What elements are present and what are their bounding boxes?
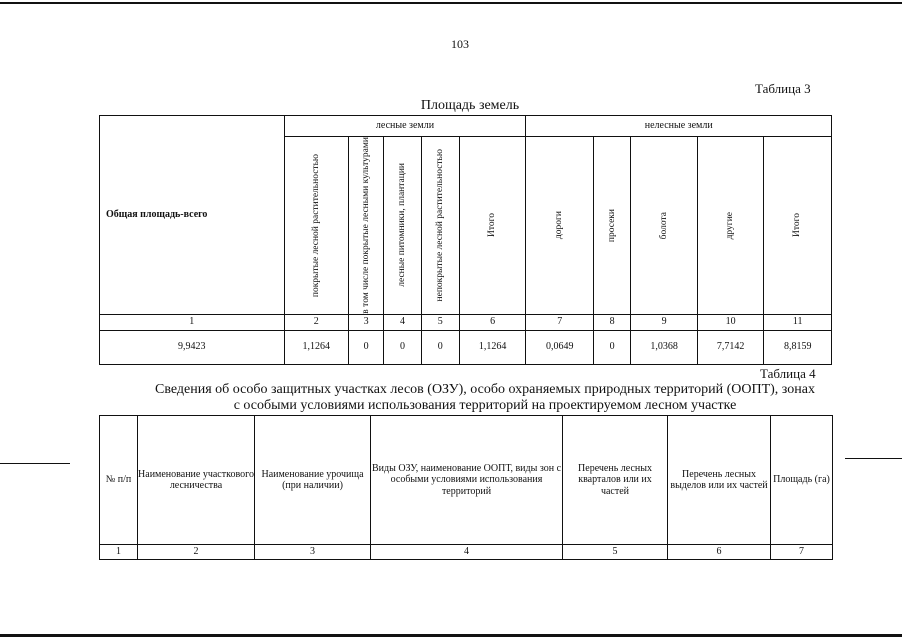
column-number: 1 xyxy=(100,314,285,330)
column-number-row xyxy=(100,314,832,330)
header-quarters: Перечень лесных кварталов или их частей xyxy=(563,416,668,545)
column-number: 3 xyxy=(349,314,384,330)
table4-title-line1: Сведения об особо защитных участках лесов (ОЗУ), особо охраняемых природных территорий (ООПТ), зонах xyxy=(155,382,815,397)
column-number: 4 xyxy=(371,545,563,560)
forest-lands-header: лесные земли xyxy=(284,116,526,137)
right-margin-line xyxy=(845,458,902,459)
total-area-header: Общая площадь-всего xyxy=(100,116,285,315)
col-header-forest-cultures: в том числе покрытые лесными культурами xyxy=(349,137,384,315)
column-number: 6 xyxy=(459,314,526,330)
value-forested: 1,1264 xyxy=(284,330,349,364)
col-header-roads: дороги xyxy=(526,137,594,315)
bottom-border-line xyxy=(0,634,902,637)
column-number: 6 xyxy=(668,545,771,560)
column-number: 9 xyxy=(631,314,698,330)
table4-label: Таблица 4 xyxy=(760,366,816,381)
column-number: 7 xyxy=(771,545,833,560)
value-clearings: 0 xyxy=(594,330,631,364)
column-number: 1 xyxy=(100,545,138,560)
column-number: 5 xyxy=(563,545,668,560)
column-number: 5 xyxy=(421,314,459,330)
column-number: 4 xyxy=(384,314,421,330)
value-nurseries: 0 xyxy=(384,330,421,364)
col-header-forest-total: Итого xyxy=(459,137,526,315)
value-unforested: 0 xyxy=(421,330,459,364)
column-number: 2 xyxy=(138,545,255,560)
header-area: Площадь (га) xyxy=(771,416,833,545)
value-other: 7,7142 xyxy=(697,330,764,364)
col-header-forested: покрытые лесной растительностью xyxy=(284,137,349,315)
value-forest-cultures: 0 xyxy=(349,330,384,364)
nonforest-lands-header: нелесные земли xyxy=(526,116,832,137)
land-area-table xyxy=(99,115,832,365)
top-border-line xyxy=(0,2,902,4)
page-number: 103 xyxy=(451,37,469,51)
column-number: 8 xyxy=(594,314,631,330)
value-forest-total: 1,1264 xyxy=(459,330,526,364)
header-district-forestry: Наименование участкового лесничества xyxy=(138,416,255,545)
col-header-unforested: непокрытые лесной растительностью xyxy=(421,137,459,315)
table3-label: Таблица 3 xyxy=(755,81,811,96)
column-number: 7 xyxy=(526,314,594,330)
column-number: 10 xyxy=(697,314,764,330)
col-header-swamps: болота xyxy=(631,137,698,315)
value-nonforest-total: 8,8159 xyxy=(764,330,832,364)
col-header-nurseries: лесные питомники, плантации xyxy=(384,137,421,315)
column-number-row xyxy=(100,545,833,560)
column-number: 2 xyxy=(284,314,349,330)
col-header-clearings: просеки xyxy=(594,137,631,315)
header-row-number: № п/п xyxy=(100,416,138,545)
value-total-area: 9,9423 xyxy=(100,330,285,364)
column-number: 3 xyxy=(255,545,371,560)
value-swamps: 1,0368 xyxy=(631,330,698,364)
col-header-other: другие xyxy=(697,137,764,315)
col-header-nonforest-total: Итого xyxy=(764,137,832,315)
table-row xyxy=(100,330,832,364)
header-allotments: Перечень лесных выделов или их частей xyxy=(668,416,771,545)
header-protection-types: Виды ОЗУ, наименование ООПТ, виды зон с особыми условиями использования территорий xyxy=(371,416,563,545)
table4-title-line2: с особыми условиями использования территорий на проектируемом лесном участке xyxy=(233,398,737,413)
value-roads: 0,0649 xyxy=(526,330,594,364)
header-tract-name: Наименование урочища (при наличии) xyxy=(255,416,371,545)
protected-areas-table xyxy=(99,415,833,560)
left-margin-line xyxy=(0,463,70,464)
table3-title: Площадь земель xyxy=(420,98,520,113)
column-number: 11 xyxy=(764,314,832,330)
